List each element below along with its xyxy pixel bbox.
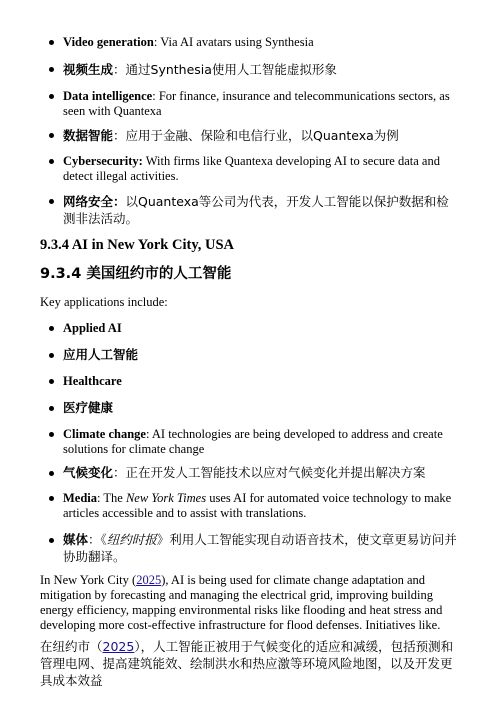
list-item (63, 374, 463, 389)
list-item (63, 346, 463, 363)
paragraph-en: In New York City (2025), AI is being used for climate change adaptation and mitigation by forecasting and managing the electrical grid, improving building energy efficiency, mapping environmental risks like flooding and heat stress and developing more cost-effective infrastructure for flood defenses. Initiatives like. (40, 573, 443, 632)
citation-link[interactable]: 2025 (102, 639, 135, 654)
list-item (63, 464, 463, 481)
list-item (63, 491, 463, 521)
item-term: Cybersecurity: (63, 154, 143, 168)
item-term: 数据智能 (63, 128, 114, 143)
item-desc: : For finance, insurance and telecommunications sectors, as seen with Quantexa (63, 89, 450, 118)
section-heading-en: 9.3.4 AI in New York City, USA (40, 237, 235, 253)
item-term: Video generation (63, 35, 154, 49)
item-term: Healthcare (63, 374, 122, 388)
bullet-icon (49, 379, 54, 384)
list-item (63, 427, 463, 457)
item-term: Climate change (63, 427, 146, 441)
item-term: 视频生成 (63, 62, 114, 77)
list-item (63, 89, 463, 119)
bullet-icon (49, 406, 54, 411)
bullet-icon (49, 159, 54, 164)
publication-name: 纽约时报 (106, 532, 157, 547)
list-item (63, 193, 458, 227)
list-item (63, 35, 463, 50)
item-desc: uses AI for automated voice technology to make articles accessible and to assist with translations. (63, 491, 452, 520)
bullet-icon (49, 133, 54, 138)
item-desc: 以Quantexa等公司为代表，开发人工智能以保护数据和检测非法活动。 (63, 194, 449, 226)
item-desc: : AI technologies are being developed to address and create solutions for climate change (63, 427, 443, 456)
list-item (63, 321, 463, 336)
item-term: 媒体 (63, 532, 89, 547)
paragraph-cn: 在纽约市（2025），人工智能正被用于气候变化的适应和减缓，包括预测和管理电网、提高建筑能效、绘制洪水和热应激等环境风险地图，以及开发更具成本效益 (40, 639, 454, 688)
list-item (63, 531, 458, 565)
bullet-icon (49, 40, 54, 45)
item-desc: With firms like Quantexa developing AI to secure data and detect illegal activities. (63, 154, 440, 183)
bullet-icon (49, 496, 54, 501)
list-item (63, 399, 463, 416)
bullet-icon (49, 326, 54, 331)
item-term: Media (63, 491, 98, 505)
bullet-icon (49, 538, 54, 543)
bullet-icon (49, 67, 54, 72)
list-item (63, 127, 463, 144)
citation-link[interactable]: 2025 (136, 573, 162, 587)
bullet-icon (49, 432, 54, 437)
item-desc: : Via AI avatars using Synthesia (153, 35, 314, 49)
bullet-icon (49, 353, 54, 358)
item-term: 网络安全： (63, 194, 126, 209)
bullet-icon (49, 199, 54, 204)
bullet-icon (49, 471, 54, 476)
intro-text: Key applications include: (40, 295, 168, 309)
item-term: Data intelligence (63, 89, 153, 103)
item-desc: ：《 (88, 532, 107, 547)
item-desc: ：应用于金融、保险和电信行业，以Quantexa为例 (113, 128, 399, 143)
list-item (63, 154, 463, 184)
bullet-icon (49, 94, 54, 99)
item-desc: ：通过Synthesia使用人工智能虚拟形象 (113, 62, 337, 77)
item-term: 医疗健康 (63, 400, 114, 415)
item-term: 气候变化 (63, 465, 114, 480)
section-heading-cn: 9.3.4 美国纽约市的人工智能 (40, 266, 232, 282)
item-term: Applied AI (63, 321, 122, 335)
publication-name: New York Times (125, 491, 207, 505)
item-desc: 》利用人工智能实现自动语音技术，使文章更易访问并协助翻译。 (63, 532, 457, 564)
item-desc: ：正在开发人工智能技术以应对气候变化并提出解决方案 (113, 465, 426, 480)
item-desc: : The (97, 491, 126, 505)
item-term: 应用人工智能 (63, 347, 139, 362)
list-item (63, 61, 463, 78)
